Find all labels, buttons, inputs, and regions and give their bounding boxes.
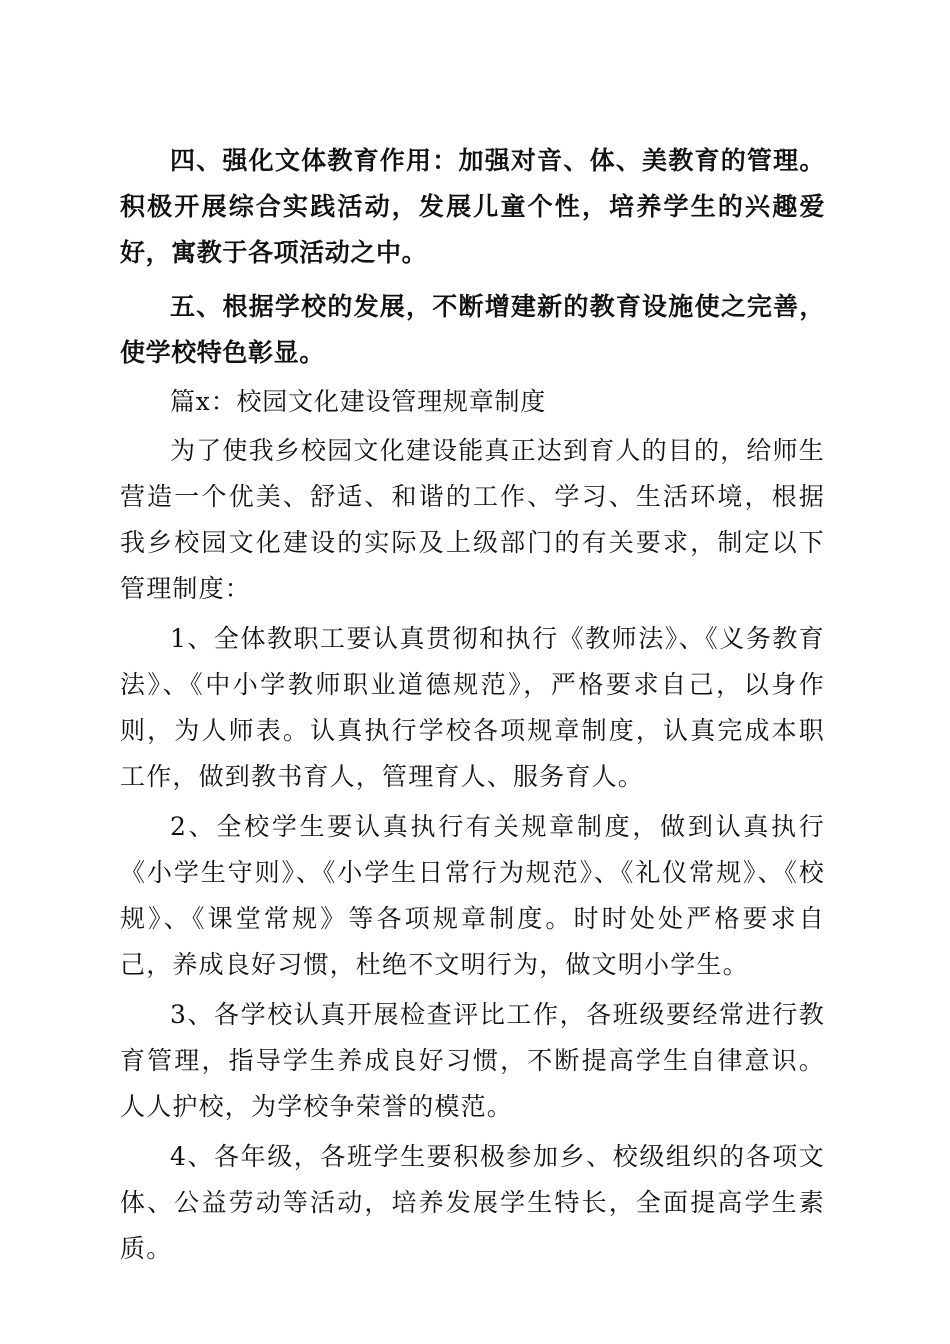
paragraph-section-five: 五、根据学校的发展，不断增建新的教育设施使之完善，使学校特色彰显。 [120,292,825,367]
document-body [120,138,825,1272]
paragraph-intro: 为了使我乡校园文化建设能真正达到育人的目的，给师生营造一个优美、舒适、和谐的工作、学习、生活环境，根据我乡校园文化建设的实际及上级部门的有关要求，制定以下管理制度： [120,436,826,603]
paragraph-section-four: 四、强化文体教育作用：加强对音、体、美教育的管理。积极开展综合实践活动，发展儿童个性，培养学生的兴趣爱好，寓教于各项活动之中。 [120,146,825,267]
section-title: 篇x：校园文化建设管理规章制度 [170,387,547,416]
paragraph-rule-2: 2、全校学生要认真执行有关规章制度，做到认真执行《小学生守则》、《小学生日常行为规范》、《礼仪常规》、《校规》、《课堂常规》等各项规章制度。时时处处严格要求自己，养成良好习惯，杜绝不文明行为，做文明小学生。 [120,812,825,979]
paragraph-rule-1: 1、全体教职工要认真贯彻和执行《教师法》、《义务教育法》、《中小学教师职业道德规范》，严格要求自己，以身作则，为人师表。认真执行学校各项规章制度，认真完成本职工作，做到教书育人，管理育人、服务育人。 [120,624,825,791]
paragraph-rule-3: 3、各学校认真开展检查评比工作，各班级要经常进行教育管理，指导学生养成良好习惯，不断提高学生自律意识。人人护校，为学校争荣誉的模范。 [120,1000,825,1121]
paragraph-rule-4: 4、各年级，各班学生要积极参加乡、校级组织的各项文体、公益劳动等活动，培养发展学生特长，全面提高学生素质。 [120,1142,825,1263]
